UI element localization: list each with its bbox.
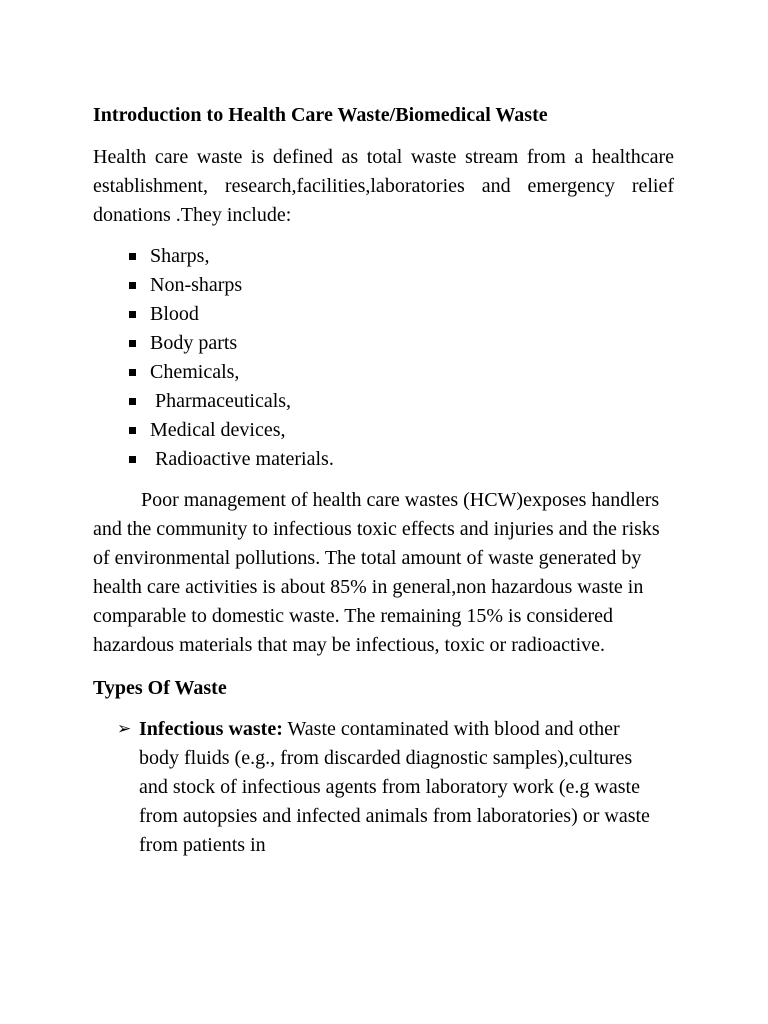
list-item: [93, 715, 654, 860]
square-bullet-icon: [129, 282, 136, 289]
list-item-text: Body parts: [150, 332, 238, 354]
list-item: [93, 387, 674, 416]
square-bullet-icon: [129, 253, 136, 260]
list-item-text: Blood: [150, 303, 199, 325]
square-bullet-icon: [129, 340, 136, 347]
body-paragraph: Poor management of health care wastes (HCW)exposes handlers and the community to infectious toxic effects and injuries and the risks of environmental pollutions. The total amount of waste generated by health care activities is about 85% in general,non hazardous waste in comparable to domestic waste. The remaining 15% is considered hazardous materials that may be infectious, toxic or radioactive.: [93, 489, 660, 656]
list-item: [93, 445, 674, 474]
intro-paragraph: Health care waste is defined as total waste stream from a healthcare establishment, research,facilities,laboratories and emergency relief donations .They include:: [93, 146, 674, 226]
arrow-bullet-icon: ➢: [117, 719, 132, 739]
square-bullet-icon: [129, 427, 136, 434]
waste-items-list: [93, 242, 674, 474]
waste-types-list: [93, 715, 674, 860]
list-item: [93, 271, 674, 300]
list-item: [93, 329, 674, 358]
type-term: Infectious waste:: [139, 718, 283, 740]
list-item-text: Non-sharps: [150, 274, 243, 296]
types-heading: Types Of Waste: [93, 677, 227, 699]
square-bullet-icon: [129, 369, 136, 376]
list-item-text: Pharmaceuticals,: [150, 390, 292, 412]
list-item-text: Chemicals,: [150, 361, 240, 383]
list-item: [93, 242, 674, 271]
document-title: Introduction to Health Care Waste/Biomedical Waste: [93, 104, 548, 126]
list-item: [93, 358, 674, 387]
list-item-text: Radioactive materials.: [150, 448, 334, 470]
list-item-text: Medical devices,: [150, 419, 286, 441]
type-description: Waste contaminated with blood and other body fluids (e.g., from discarded diagnostic samples),cultures and stock of infectious agents from laboratory work (e.g waste from autopsies and infected animals from laboratories) or waste from patients in: [139, 718, 650, 856]
list-item: [93, 416, 674, 445]
list-item-text: Sharps,: [150, 245, 210, 267]
document-page: [93, 101, 674, 860]
square-bullet-icon: [129, 398, 136, 405]
list-item: [93, 300, 674, 329]
square-bullet-icon: [129, 311, 136, 318]
square-bullet-icon: [129, 456, 136, 463]
